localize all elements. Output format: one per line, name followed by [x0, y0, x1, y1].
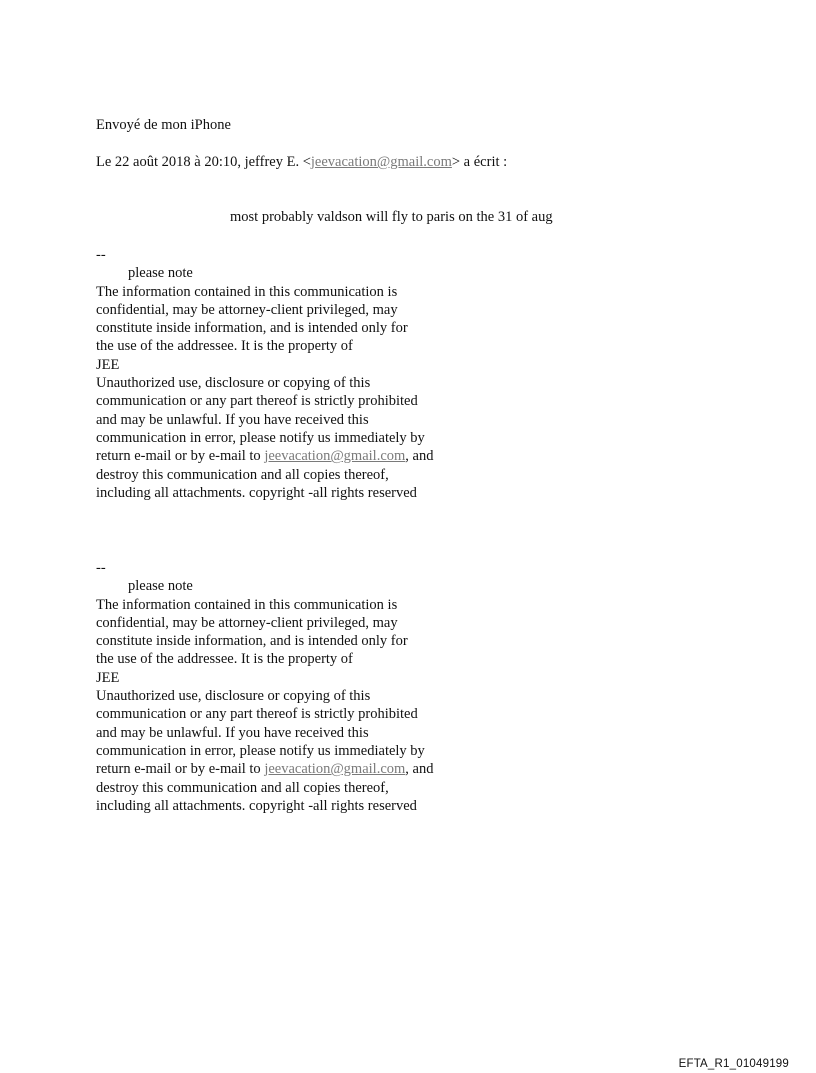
disclaimer-line: communication or any part thereof is strictly prohibited — [96, 706, 418, 723]
disclaimer-separator: -- — [96, 247, 106, 263]
quote-header-prefix: Le 22 août 2018 à 20:10, jeffrey E. < — [96, 154, 311, 170]
disclaimer-link-prefix: return e-mail or by e-mail to — [96, 761, 265, 778]
disclaimer-line: the use of the addressee. It is the property of — [96, 338, 353, 355]
disclaimer-line: and may be unlawful. If you have received this — [96, 411, 369, 428]
disclaimer-line: and may be unlawful. If you have received this — [96, 724, 369, 741]
disclaimer-email-link[interactable]: jeevacation@gmail.com — [264, 448, 406, 465]
disclaimer-line: destroy this communication and all copies thereof, — [96, 466, 389, 483]
disclaimer-line: JEE — [96, 356, 120, 373]
disclaimer-line: constitute inside information, and is intended only for — [96, 633, 408, 650]
disclaimer-line: including all attachments. copyright -all rights reserved — [96, 484, 417, 501]
disclaimer-heading: please note — [128, 578, 193, 595]
disclaimer-link-line — [96, 760, 433, 778]
disclaimer-block-2 — [96, 559, 433, 815]
disclaimer-email-link[interactable]: jeevacation@gmail.com — [264, 761, 406, 778]
document-id: EFTA_R1_01049199 — [678, 1058, 789, 1070]
disclaimer-line: confidential, may be attorney-client privileged, may — [96, 301, 398, 318]
disclaimer-line: communication in error, please notify us immediately by — [96, 742, 425, 759]
disclaimer-line: confidential, may be attorney-client privileged, may — [96, 614, 398, 631]
disclaimer-line: constitute inside information, and is intended only for — [96, 320, 408, 337]
disclaimer-line: The information contained in this communication is — [96, 283, 398, 300]
disclaimer-line: the use of the addressee. It is the property of — [96, 651, 353, 668]
disclaimer-line: Unauthorized use, disclosure or copying of this — [96, 375, 371, 392]
quote-header-suffix: > a écrit : — [451, 154, 508, 170]
quote-header-email-link[interactable]: jeevacation@gmail.com — [310, 154, 452, 170]
disclaimer-line: destroy this communication and all copies thereof, — [96, 779, 389, 796]
disclaimer-line: JEE — [96, 669, 120, 686]
disclaimer-separator: -- — [96, 560, 106, 576]
disclaimer-line: including all attachments. copyright -all rights reserved — [96, 797, 417, 814]
disclaimer-heading: please note — [128, 265, 193, 282]
sent-from-line: Envoyé de mon iPhone — [96, 117, 231, 133]
message-body: most probably valdson will fly to paris on the 31 of aug — [230, 209, 553, 225]
disclaimer-link-prefix: return e-mail or by e-mail to — [96, 448, 265, 465]
disclaimer-line: communication in error, please notify us immediately by — [96, 429, 425, 446]
disclaimer-link-line — [96, 447, 433, 465]
disclaimer-line: communication or any part thereof is strictly prohibited — [96, 393, 418, 410]
disclaimer-link-suffix: , and — [405, 761, 434, 778]
disclaimer-link-suffix: , and — [405, 448, 434, 465]
quote-header-line — [96, 153, 507, 171]
disclaimer-line: Unauthorized use, disclosure or copying of this — [96, 688, 371, 705]
disclaimer-line: The information contained in this communication is — [96, 596, 398, 613]
disclaimer-block-1 — [96, 246, 433, 502]
